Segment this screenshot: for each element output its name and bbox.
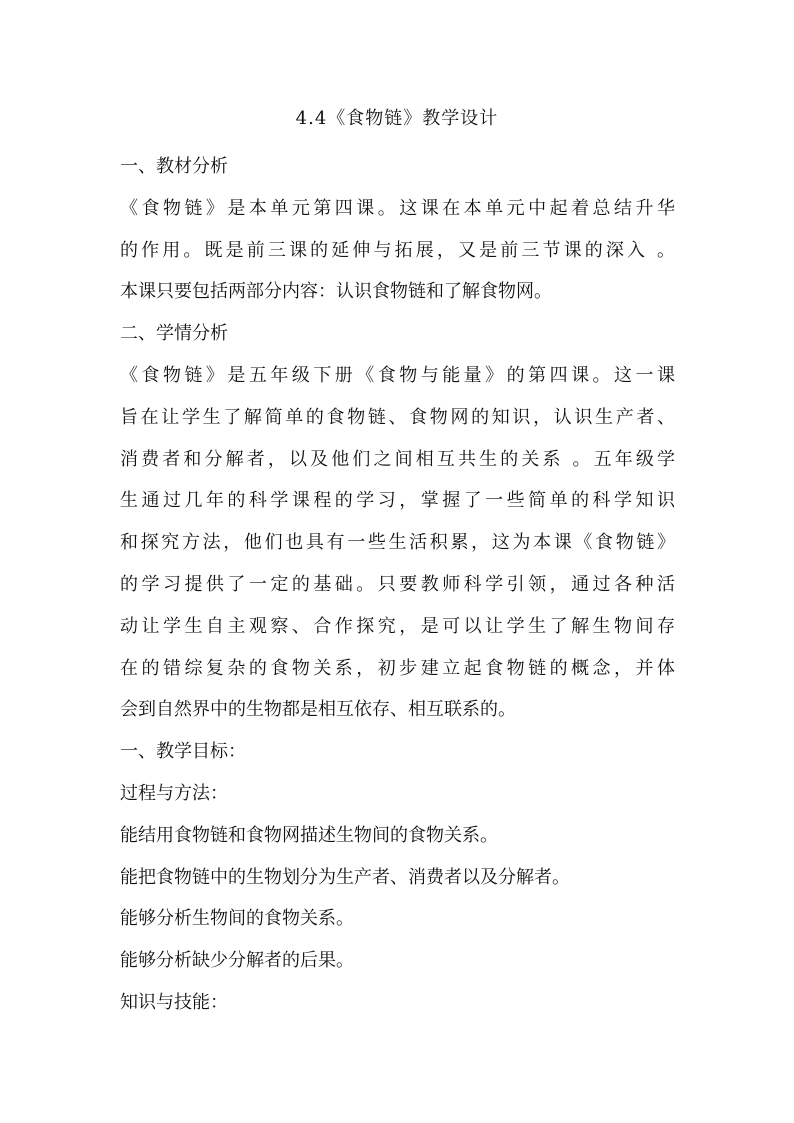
paragraph-line: 生通过几年的科学课程的学习，掌握了一些简单的科学知识	[120, 490, 675, 512]
section-heading-textbook-analysis: 一、教材分析	[120, 156, 228, 177]
document-title: 4.4《食物链》教学设计	[295, 108, 499, 129]
paragraph-line: 本课只要包括两部分内容：认识食物链和了解食物网。	[120, 281, 552, 303]
paragraph-line: 动让学生自主观察、合作探究，是可以让学生了解生物间存	[120, 615, 675, 637]
paragraph-line: 的作用。既是前三课的延伸与拓展，又是前三节课的深入 。	[120, 239, 675, 261]
section-heading-student-analysis: 二、学情分析	[120, 323, 228, 345]
goal-item: 能够分析生物间的食物关系。	[120, 908, 354, 930]
subheading-process-methods: 过程与方法：	[120, 782, 228, 804]
paragraph-line: 的学习提供了一定的基础。只要教师科学引领，通过各种活	[120, 573, 675, 595]
document-body	[120, 146, 675, 1024]
paragraph-line: 《食物链》是五年级下册《食物与能量》的第四课。这一课	[120, 364, 675, 386]
paragraph-line: 《食物链》是本单元第四课。这课在本单元中起着总结升华	[120, 197, 675, 219]
section-heading-teaching-goals: 一、教学目标：	[120, 741, 246, 763]
goal-item: 能把食物链中的生物划分为生产者、消费者以及分解者。	[120, 866, 570, 888]
goal-item: 能结用食物链和食物网描述生物间的食物关系。	[120, 824, 498, 846]
paragraph-line: 消费者和分解者，以及他们之间相互共生的关系 。五年级学	[120, 448, 675, 470]
paragraph-line: 和探究方法，他们也具有一些生活积累，这为本课《食物链》	[120, 532, 675, 554]
paragraph-line: 在的错综复杂的食物关系，初步建立起食物链的概念，并体	[120, 657, 675, 679]
paragraph-line: 会到自然界中的生物都是相互依存、相互联系的。	[120, 699, 516, 721]
paragraph-line: 旨在让学生了解简单的食物链、食物网的知识，认识生产者、	[120, 406, 675, 428]
goal-item: 能够分析缺少分解者的后果。	[120, 950, 354, 972]
subheading-knowledge-skills: 知识与技能：	[120, 991, 228, 1013]
